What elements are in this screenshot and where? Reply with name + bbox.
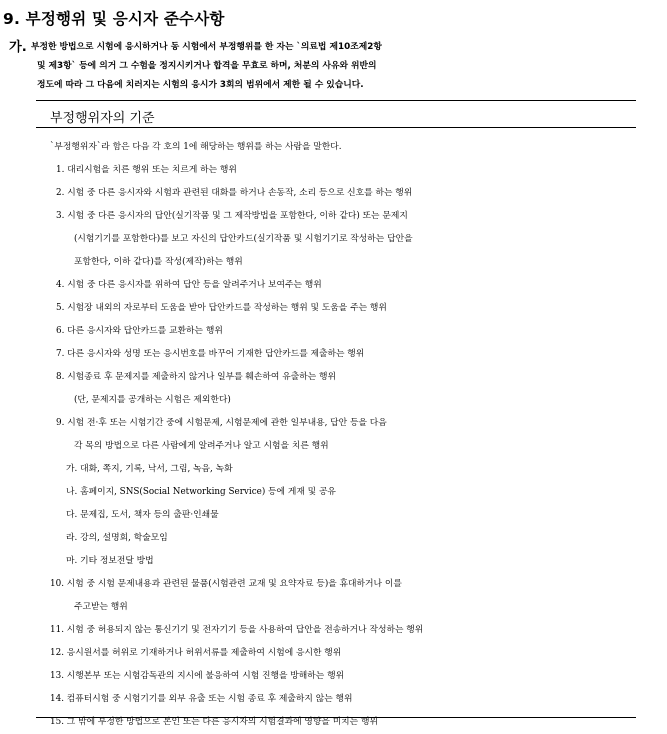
criteria-row: 5. 시험장 내외의 자로부터 도움을 받아 답안카드를 작성하는 행위 및 도움을 주는 행위 <box>56 303 387 313</box>
intro-marker: 가. <box>9 40 27 55</box>
section-heading: 9. 부정행위 및 응시자 준수사항 <box>3 10 225 28</box>
box-divider <box>36 127 636 128</box>
criteria-row: 나. 홈페이지, SNS(Social Networking Service) 등에 게재 및 공유 <box>66 487 336 497</box>
criteria-row: 다. 문제집, 도서, 책자 등의 출판·인쇄물 <box>66 510 219 520</box>
intro-line: 및 제3항` 등에 의거 그 수험을 정지시키거나 합격을 무효로 하며, 처분의 사유와 위반의 <box>37 61 377 71</box>
criteria-list <box>36 136 636 734</box>
criteria-row: 2. 시험 중 다른 응시자와 시험과 관련된 대화를 하거나 손동작, 소리 등으로 신호를 하는 행위 <box>56 188 413 198</box>
criteria-row: (단, 문제지를 공개하는 시험은 제외한다) <box>74 395 231 405</box>
intro-line: 부정한 방법으로 시험에 응시하거나 동 시험에서 부정행위를 한 자는 `의료법 제10조제2항 <box>31 42 382 52</box>
criteria-row: 1. 대리시험을 치른 행위 또는 치르게 하는 행위 <box>56 165 237 175</box>
criteria-row: 10. 시험 중 시험 문제내용과 관련된 물품(시험관련 교재 및 요약자료 등)을 휴대하거나 이를 <box>50 579 402 589</box>
intro-paragraph <box>9 38 659 95</box>
criteria-row: 3. 시험 중 다른 응시자의 답안(실기작품 및 그 제작방법을 포함한다, 이하 같다) 또는 문제지 <box>56 211 408 221</box>
criteria-row: 각 목의 방법으로 다른 사람에게 알려주거나 알고 시험을 치른 행위 <box>74 441 329 451</box>
criteria-row: 주고받는 행위 <box>74 602 128 612</box>
criteria-box-title: 부정행위자의 기준 <box>50 111 155 126</box>
criteria-row: 14. 컴퓨터시험 중 시험기기를 외부 유출 또는 시험 종료 후 제출하지 않는 행위 <box>50 694 353 704</box>
criteria-row: 마. 기타 정보전달 방법 <box>66 556 154 566</box>
criteria-row: 6. 다른 응시자와 답안카드를 교환하는 행위 <box>56 326 223 336</box>
criteria-row: 7. 다른 응시자와 성명 또는 응시번호를 바꾸어 기재한 답안카드를 제출하는 행위 <box>56 349 365 359</box>
criteria-row: 8. 시험종료 후 문제지를 제출하지 않거나 일부를 훼손하여 유출하는 행위 <box>56 372 336 382</box>
criteria-row: 11. 시험 중 허용되지 않는 통신기기 및 전자기기 등을 사용하여 답안을 전송하거나 작성하는 행위 <box>50 625 424 635</box>
criteria-row: 12. 응시원서를 허위로 기재하거나 허위서류를 제출하여 시험에 응시한 행위 <box>50 648 342 658</box>
criteria-row: 포함한다, 이하 같다)를 작성(제작)하는 행위 <box>74 257 243 267</box>
criteria-row: 라. 강의, 설명회, 학술모임 <box>66 533 168 543</box>
criteria-row: 9. 시험 전·후 또는 시험기간 중에 시험문제, 시험문제에 관한 일부내용, 답안 등을 다음 <box>56 418 387 428</box>
criteria-row: 15. 그 밖에 부정한 방법으로 본인 또는 다른 응시자의 시험결과에 영향을 미치는 행위 <box>50 717 378 727</box>
criteria-row: 가. 대화, 쪽지, 기록, 낙서, 그림, 녹음, 녹화 <box>66 464 233 474</box>
criteria-box <box>36 100 636 727</box>
criteria-row: 4. 시험 중 다른 응시자를 위하여 답안 등을 알려주거나 보여주는 행위 <box>56 280 322 290</box>
criteria-row: 13. 시행본부 또는 시험감독관의 지시에 불응하여 시험 진행을 방해하는 행위 <box>50 671 345 681</box>
criteria-row: `부정행위자`라 함은 다음 각 호의 1에 해당하는 행위를 하는 사람을 말한다. <box>50 142 342 152</box>
criteria-row: (시험기기를 포함한다)를 보고 자신의 답안카드(실기작품 및 시험기기로 작성하는 답안을 <box>74 234 413 244</box>
intro-line: 정도에 따라 그 다음에 치러지는 시험의 응시가 3회의 범위에서 제한 될 수 있습니다. <box>37 80 364 90</box>
